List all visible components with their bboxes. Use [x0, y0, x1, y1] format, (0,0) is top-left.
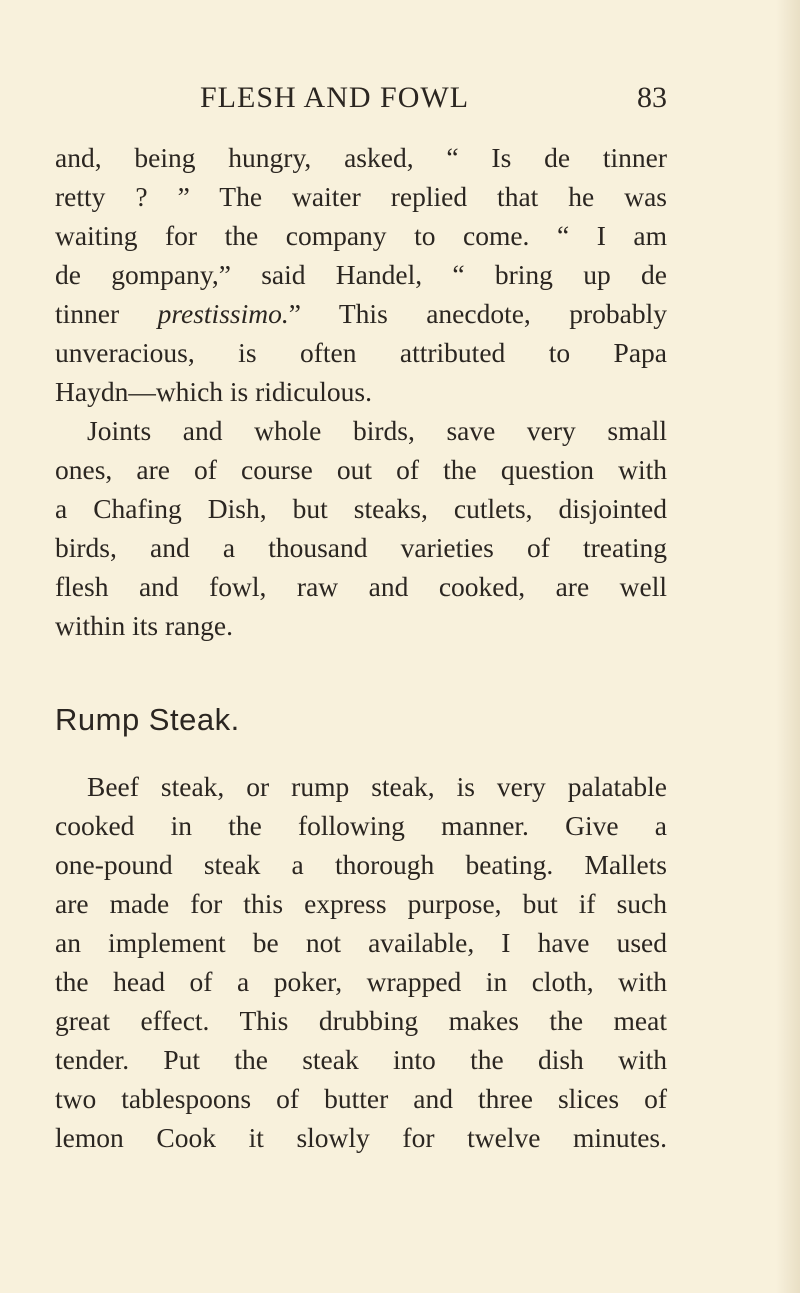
text-line: lemon Cook it slowly for twelve minutes.	[55, 1122, 667, 1153]
text-line: within its range.	[55, 610, 233, 641]
text-line: an implement be not available, I have used	[55, 927, 667, 958]
text-line: Beef steak, or rump steak, is very palatable	[87, 771, 667, 802]
paragraph-3	[55, 767, 667, 1157]
paragraph-2	[55, 411, 667, 645]
text-line: tender. Put the steak into the dish with	[55, 1044, 667, 1075]
italic-word: prestissimo.	[157, 298, 289, 329]
running-head	[55, 78, 667, 118]
text-line-with-italic	[55, 294, 667, 333]
text-line: Joints and whole birds, save very small	[87, 415, 667, 446]
text-line: unveracious, is often attributed to Papa	[55, 337, 667, 368]
text-line: waiting for the company to come. “ I am	[55, 220, 667, 251]
text-line: Haydn—which is ridiculous.	[55, 376, 372, 407]
text-line: great effect. This drubbing makes the meat	[55, 1005, 667, 1036]
running-title: FLESH AND FOWL	[200, 81, 470, 114]
section-heading: Rump Steak.	[55, 702, 240, 737]
paragraph-1	[55, 138, 667, 411]
text-line: de gompany,” said Handel, “ bring up de	[55, 259, 667, 290]
text-line: two tablespoons of butter and three slices of	[55, 1083, 667, 1114]
text-fragment: tinner	[55, 298, 158, 329]
text-line: and, being hungry, asked, “ Is de tinner	[55, 142, 667, 173]
page-number: 83	[637, 81, 667, 114]
page-gutter-shadow	[776, 0, 800, 1293]
text-line: the head of a poker, wrapped in cloth, with	[55, 966, 667, 997]
text-line: flesh and fowl, raw and cooked, are well	[55, 571, 667, 602]
text-line: cooked in the following manner. Give a	[55, 810, 667, 841]
text-line: retty ? ” The waiter replied that he was	[55, 181, 667, 212]
text-line: a Chafing Dish, but steaks, cutlets, disjointed	[55, 493, 667, 524]
text-line: one-pound steak a thorough beating. Mallets	[55, 849, 667, 880]
text-line: ones, are of course out of the question with	[55, 454, 667, 485]
text-line: birds, and a thousand varieties of treating	[55, 532, 667, 563]
text-fragment: ” This anecdote, probably	[288, 298, 667, 329]
text-line: are made for this express purpose, but if such	[55, 888, 667, 919]
